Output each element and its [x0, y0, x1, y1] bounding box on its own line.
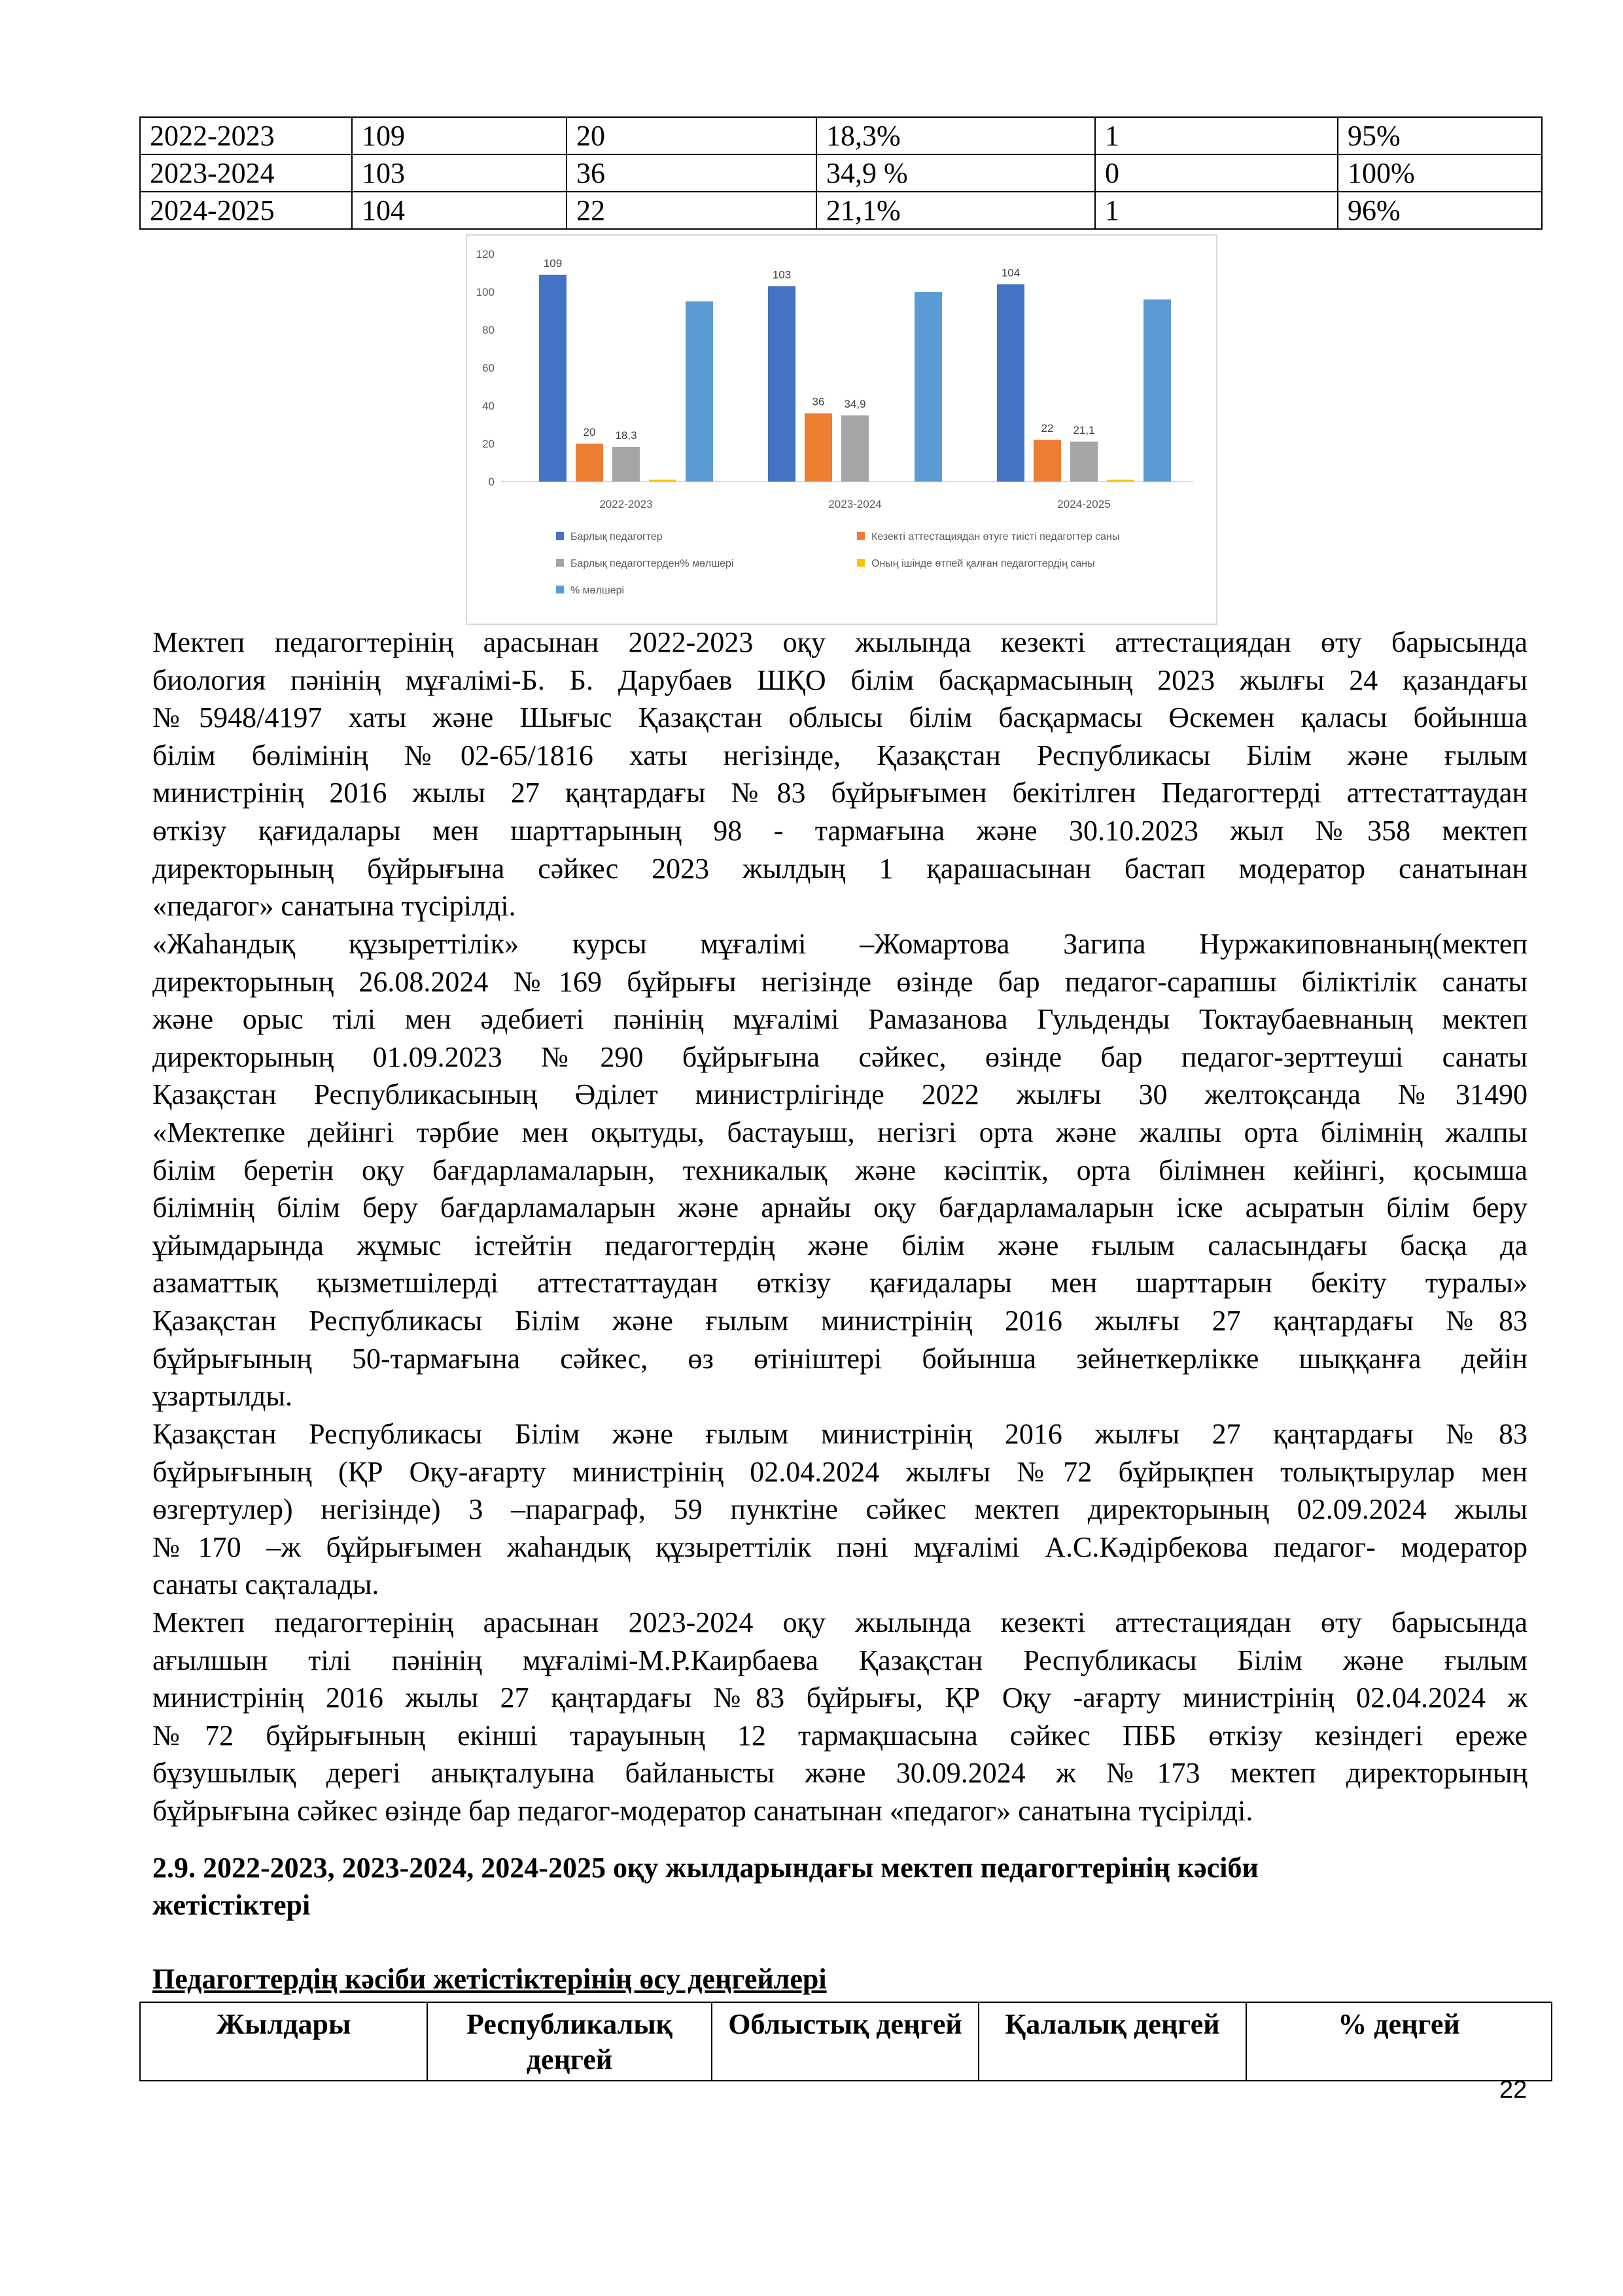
paragraph-3: [152, 1415, 1527, 1604]
table-row: [140, 117, 1542, 154]
paragraph-line: бұзушылық дерегі анықталуына байланысты және 30.09.2024 ж №173 мектеп директорының: [152, 1757, 1527, 1790]
legend-swatch: [556, 586, 564, 593]
header-years: Жылдары: [140, 2002, 427, 2081]
legend-label: Барлық педагогтерден% мөлшері: [570, 558, 734, 569]
data-label: 34,9: [844, 397, 866, 410]
y-tick-label: 80: [482, 324, 495, 336]
bar: [1034, 440, 1061, 482]
paragraph-line: азаматтық қызметшілерді аттестаттаудан өткізу қағидалары мен шарттарын бекіту туралы»: [152, 1267, 1527, 1299]
y-tick-label: 40: [482, 400, 495, 412]
table-cell: 2022-2023: [140, 117, 352, 154]
bar: [1070, 442, 1098, 482]
paragraph-line: директорының 26.08.2024 №169 бұйрығы негізінде өзінде бар педагог-сарапшы біліктілік санаты: [152, 965, 1527, 998]
legend-label: Оның ішінде өтпей қалған педагогтердің саны: [871, 558, 1095, 569]
table-cell: 18,3%: [816, 117, 1095, 154]
header-regional-level: Облыстық деңгей: [712, 2002, 979, 2081]
paragraph-line: директорының 01.09.2023 №290 бұйрығына сәйкес, өзінде бар педагог-зерттеуші санаты: [152, 1040, 1527, 1073]
bar: [612, 447, 640, 482]
paragraph-line: Мектеп педагогтерінің арасынан 2023-2024 оқу жылында кезекті аттестациядан өту барысында: [152, 1606, 1527, 1638]
legend-label: Кезекті аттестациядан өтуге тиісті педагогтер саны: [871, 531, 1120, 542]
legend-swatch: [556, 559, 564, 567]
paragraph-line: «педагог» санатына түсірілді.: [152, 890, 516, 923]
paragraph-line: Қазақстан Республикасы Білім және ғылым министрінің 2016 жылғы 27 қаңтардағы №83: [152, 1304, 1527, 1337]
paragraph-line: өткізу қағидалары мен шарттарының 98 - тармағына және 30.10.2023 жыл №358 мектеп: [152, 814, 1527, 847]
legend-label: % мөлшері: [570, 585, 625, 596]
table-cell: 21,1%: [816, 192, 1095, 229]
table-cell: 100%: [1338, 154, 1542, 192]
bar: [768, 286, 795, 482]
data-label: 20: [583, 426, 596, 438]
bar: [539, 275, 567, 482]
paragraph-line: директорының бұйрығына сәйкес 2023 жылдың 1 қарашасынан бастап модератор санатынан: [152, 852, 1527, 885]
bar: [1143, 300, 1171, 482]
category-label: 2023-2024: [828, 498, 882, 510]
category-label: 2022-2023: [599, 498, 653, 510]
data-label: 104: [1001, 266, 1021, 279]
paragraph-line: Қазақстан Республикасы Білім және ғылым министрінің 2016 жылғы 27 қаңтардағы №83: [152, 1418, 1527, 1450]
header-percent-level: % деңгей: [1246, 2002, 1552, 2081]
y-tick-label: 100: [476, 286, 495, 298]
y-tick-label: 0: [488, 476, 495, 488]
bar: [649, 480, 676, 482]
paragraph-line: биология пәнінің мұғалімі-Б. Б. Дарубаев ШҚО білім басқармасының 2023 жылғы 24 қазандағы: [152, 663, 1527, 696]
achievements-table: [139, 2002, 1552, 2081]
paragraph-line: министрінің 2016 жылы 27 қаңтардағы №83 бұйрығымен бекітілген Педагогтерді аттестаттаудан: [152, 777, 1527, 809]
paragraph-line: Қазақстан Республикасының Әділет министрлігінде 2022 жылғы 30 желтоқсанда №31490: [152, 1078, 1527, 1111]
table-cell: 2023-2024: [140, 154, 352, 192]
header-city-level: Қалалық деңгей: [979, 2002, 1246, 2081]
paragraph-line: білім бөлімінің №02-65/1816 хаты негізінде, Қазақстан Республикасы Білім және ғылым: [152, 739, 1527, 771]
legend-swatch: [857, 559, 865, 567]
paragraph-line: ұйымдарында жұмыс істейтін педагогтердің және білім және ғылым саласындағы басқа да: [152, 1229, 1527, 1262]
paragraph-4: [152, 1604, 1527, 1830]
paragraph-line: «Мектепке дейінгі тәрбие мен оқытуды, бастауыш, негізгі орта және жалпы орта білімнің жалпы: [152, 1116, 1527, 1148]
y-tick-label: 120: [476, 248, 495, 260]
table-row: [140, 154, 1542, 192]
y-tick-label: 60: [482, 362, 495, 374]
paragraph-line: бұйрығына сәйкес өзінде бар педагог-модератор санатынан «педагог» санатына түсірілді.: [152, 1794, 1253, 1827]
table-cell: 104: [352, 192, 567, 229]
table-cell: 1: [1095, 117, 1338, 154]
page-number: 22: [1499, 2076, 1527, 2104]
section-heading-line-1: 2.9. 2022-2023, 2023-2024, 2024-2025 оқу жылдарындағы мектеп педагогтерінің кәсіби: [152, 1852, 1259, 1884]
paragraph-line: ағылшын тілі пәнінің мұғалімі-М.Р.Каирбаева Қазақстан Республикасы Білім және ғылым: [152, 1644, 1527, 1676]
table-cell: 2024-2025: [140, 192, 352, 229]
bar: [805, 414, 832, 482]
category-label: 2024-2025: [1057, 498, 1111, 510]
table-row: [140, 192, 1542, 229]
attestation-chart: [466, 234, 1217, 625]
paragraph-line: №72 бұйрығының екінші тарауының 12 тармақшасына сәйкес ПББ өткізу кезіндегі ереже: [152, 1719, 1527, 1752]
paragraph-line: бұйрығының 50-тармағына сәйкес, өз өтініштері бойынша зейнеткерлікке шыққанға дейін: [152, 1342, 1527, 1375]
paragraph-line: «Жаһандық құзыреттілік» курсы мұғалімі –Жомартова Загипа Нуржакиповнаның(мектеп: [152, 928, 1527, 960]
paragraph-line: санаты сақталады.: [152, 1568, 379, 1601]
table-cell: 1: [1095, 192, 1338, 229]
section-heading: [152, 1849, 1259, 1924]
bar: [841, 415, 869, 482]
paragraph-line: министрінің 2016 жылы 27 қаңтардағы №83 бұйрығы, ҚР Оқу -ағарту министрінің 02.04.2024 ж: [152, 1682, 1527, 1714]
paragraph-line: Мектеп педагогтерінің арасынан 2022-2023 оқу жылында кезекті аттестациядан өту барысында: [152, 626, 1527, 658]
data-label: 109: [543, 256, 563, 270]
section-heading-line-2: жетістіктері: [152, 1889, 311, 1921]
data-label: 18,3: [615, 429, 637, 442]
paragraph-line: ұзартылды.: [152, 1380, 293, 1413]
table-cell: 36: [567, 154, 816, 192]
table-cell: 0: [1095, 154, 1338, 192]
bar: [915, 292, 942, 482]
data-label: 103: [772, 268, 792, 281]
table-cell: 96%: [1338, 192, 1542, 229]
paragraph-2: [152, 925, 1527, 1415]
chart-svg: [467, 236, 1216, 624]
data-label: 21,1: [1073, 423, 1095, 436]
data-label: 36: [812, 395, 825, 408]
paragraph-1: [152, 624, 1527, 925]
bar: [576, 444, 603, 482]
paragraph-line: №170 –ж бұйрығымен жаһандық құзыреттілік пәні мұғалімі А.С.Кәдірбекова педагог- модератор: [152, 1530, 1527, 1563]
bar: [1107, 480, 1134, 482]
paragraph-line: бұйрығының (ҚР Оқу-ағарту министрінің 02.04.2024 жылғы №72 бұйрықпен толықтырулар мен: [152, 1455, 1527, 1488]
paragraph-line: білім беретін оқу бағдарламаларын, техникалық және кәсіптік, орта білімнен кейінгі, қосымша: [152, 1154, 1527, 1186]
paragraph-line: №5948/4197 хаты және Шығыс Қазақстан облысы білім басқармасы Өскемен қаласы бойынша: [152, 701, 1527, 734]
legend-swatch: [556, 532, 564, 540]
table-cell: 109: [352, 117, 567, 154]
paragraph-line: білімнің білім беру бағдарламаларын және арнайы оқу бағдарламаларын іске асыратын білім беру: [152, 1192, 1527, 1224]
data-label: 22: [1041, 422, 1054, 435]
paragraph-line: және орыс тілі мен әдебиеті пәнінің мұғалімі Рамазанова Гульденды Токтаубаевнаның мектеп: [152, 1003, 1527, 1036]
table-cell: 22: [567, 192, 816, 229]
header-republic-level: Республикалық деңгей: [427, 2002, 712, 2081]
table-cell: 95%: [1338, 117, 1542, 154]
table-cell: 34,9 %: [816, 154, 1095, 192]
table-cell: 20: [567, 117, 816, 154]
paragraph-line: өзгертулер) негізінде) 3 –параграф, 59 пунктіне сәйкес мектеп директорының 02.09.2024 жылы: [152, 1493, 1527, 1526]
attestation-table: [139, 116, 1543, 230]
table-caption: Педагогтердің кәсіби жетістіктерінің өсу деңгейлері: [152, 1963, 827, 1995]
y-tick-label: 20: [482, 438, 495, 450]
legend-swatch: [857, 532, 865, 540]
table-cell: 103: [352, 154, 567, 192]
bar: [686, 302, 713, 482]
legend-label: Барлық педагогтер: [570, 531, 663, 542]
bar: [997, 284, 1024, 482]
